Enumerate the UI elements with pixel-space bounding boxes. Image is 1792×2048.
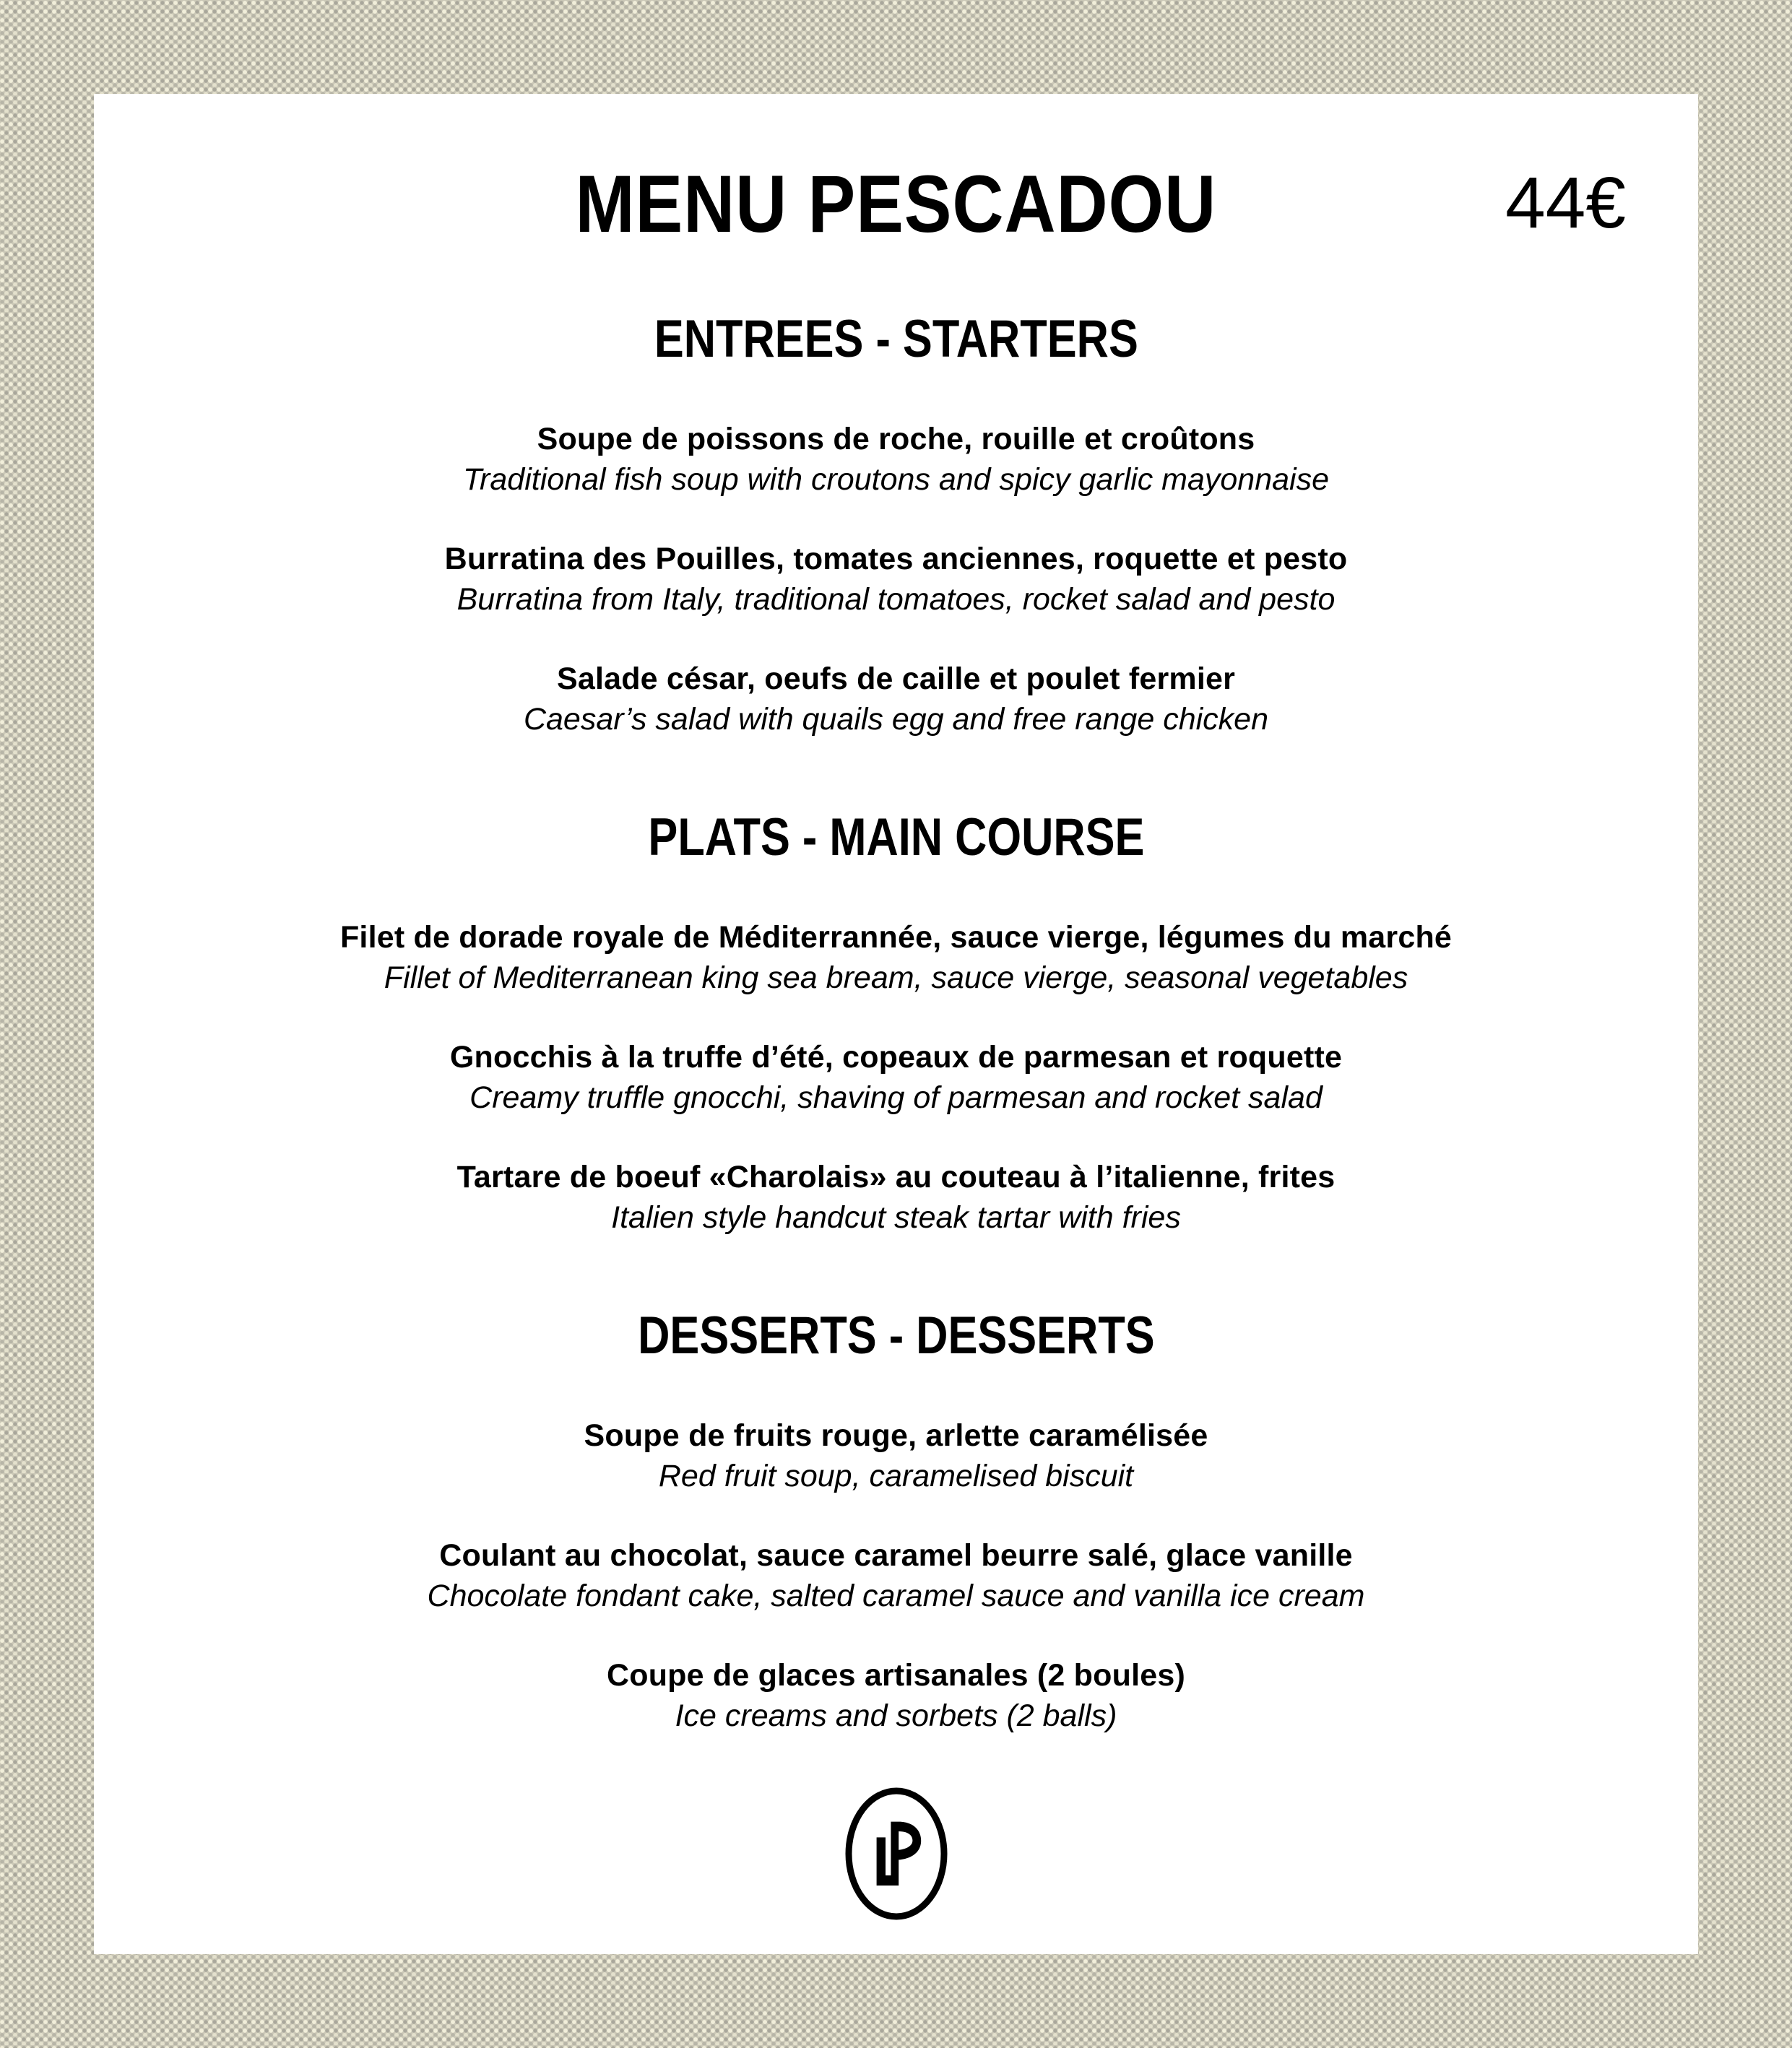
- menu-item: [94, 1535, 1698, 1616]
- item-name-en: Traditional fish soup with croutons and spicy garlic mayonnaise: [462, 462, 1330, 497]
- menu-item: [94, 1415, 1698, 1496]
- menu-item: [94, 659, 1698, 739]
- menu-item: [94, 419, 1698, 500]
- restaurant-logo: [94, 1784, 1698, 1927]
- lp-monogram-icon: [841, 1784, 951, 1924]
- item-name-en: Burratina from Italy, traditional tomatoes, rocket salad and pesto: [456, 582, 1336, 617]
- item-name-en: Chocolate fondant cake, salted caramel sauce and vanilla ice cream: [427, 1579, 1365, 1613]
- section-starters: [94, 311, 1698, 739]
- item-name-en: Red fruit soup, caramelised biscuit: [658, 1459, 1134, 1493]
- item-name-fr: Soupe de fruits rouge, arlette caramélisée: [584, 1418, 1208, 1453]
- menu-panel: [94, 94, 1698, 1954]
- menu-item: [94, 1655, 1698, 1736]
- item-name-fr: Gnocchis à la truffe d’été, copeaux de parmesan et roquette: [449, 1040, 1343, 1075]
- menu-price: 44€: [1505, 162, 1626, 243]
- item-name-fr: Burratina des Pouilles, tomates anciennes, roquette et pesto: [444, 542, 1348, 576]
- menu-item: [94, 1157, 1698, 1238]
- item-name-en: Fillet of Mediterranean king sea bream, sauce vierge, seasonal vegetables: [384, 960, 1408, 995]
- section-main-course: [94, 809, 1698, 1238]
- menu-item: [94, 539, 1698, 620]
- page-title-text: MENU PESCADOU: [575, 159, 1217, 249]
- item-name-en: Ice creams and sorbets (2 balls): [675, 1698, 1117, 1733]
- section-heading-starters: ENTREES - STARTERS: [654, 310, 1138, 368]
- section-desserts: [94, 1307, 1698, 1736]
- section-heading-main-course: PLATS - MAIN COURSE: [647, 808, 1145, 867]
- section-heading-desserts: DESSERTS - DESSERTS: [637, 1306, 1155, 1365]
- item-name-fr: Salade césar, oeufs de caille et poulet fermier: [556, 661, 1236, 696]
- page-title: [94, 159, 1698, 249]
- menu-item: [94, 1037, 1698, 1118]
- item-name-en: Italien style handcut steak tartar with fries: [611, 1200, 1181, 1235]
- item-name-fr: Coulant au chocolat, sauce caramel beurre salé, glace vanille: [439, 1538, 1353, 1573]
- item-name-fr: Filet de dorade royale de Méditerrannée, sauce vierge, légumes du marché: [339, 920, 1453, 955]
- item-name-fr: Tartare de boeuf «Charolais» au couteau à l’italienne, frites: [456, 1160, 1336, 1194]
- item-name-en: Creamy truffle gnocchi, shaving of parmesan and rocket salad: [469, 1080, 1323, 1115]
- item-name-fr: Coupe de glaces artisanales (2 boules): [607, 1658, 1185, 1693]
- item-name-en: Caesar’s salad with quails egg and free range chicken: [523, 702, 1269, 737]
- menu-item: [94, 917, 1698, 998]
- item-name-fr: Soupe de poissons de roche, rouille et croûtons: [537, 422, 1255, 456]
